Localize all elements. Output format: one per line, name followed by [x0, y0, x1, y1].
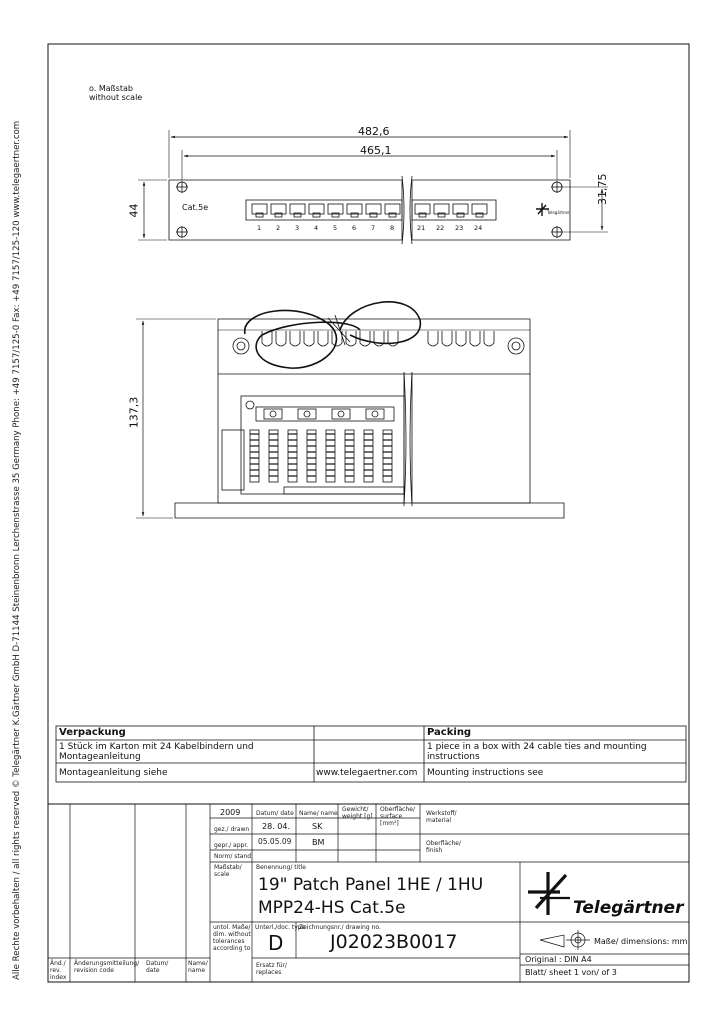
- tb-norm-label: Norm/ stand.: [214, 853, 253, 860]
- screw-box: [332, 409, 350, 419]
- tb-doc-type-label: Unterl./doc. type: [255, 924, 306, 931]
- rj45-port: [271, 204, 286, 214]
- packing-row2-de: Montageanleitung siehe: [59, 768, 168, 778]
- tb-sheet-label: Blatt/ sheet 1 von/ of 3: [525, 968, 617, 977]
- screw: [304, 411, 310, 417]
- tb-drawn-name: SK: [312, 822, 323, 831]
- tb-title-line2: MPP24-HS Cat.5e: [258, 898, 406, 918]
- rj45-port: [309, 204, 324, 214]
- screw: [270, 411, 276, 417]
- tb-appr-label: gepr./ appr.: [214, 842, 249, 849]
- tb-scale-label: Maßstab/ scale: [214, 864, 242, 878]
- rj45-port: [453, 204, 468, 214]
- packing-header-de: Verpackung: [59, 727, 126, 738]
- company-logo-text: Telegärtner: [573, 898, 684, 918]
- tb-date-label: Datum/ date: [256, 810, 294, 817]
- packing-row1-en: 1 piece in a box with 24 cable ties and mounting instructions: [427, 742, 647, 762]
- dim-inner-width: 465,1: [360, 144, 392, 157]
- packing-header-en: Packing: [427, 727, 472, 738]
- idc-block: [269, 430, 278, 482]
- tb-drawing-no: J02023B0017: [330, 931, 458, 953]
- tb-title-label: Benennung/ title: [256, 864, 306, 871]
- tb-rev-label: Änd./ rev. index: [50, 960, 67, 981]
- tb-original-label: Original : DIN A4: [525, 955, 592, 964]
- idc-block: [383, 430, 392, 482]
- rj45-port: [366, 204, 381, 214]
- tb-dimensions-label: Maße/ dimensions: mm: [594, 937, 688, 946]
- tb-finish-label: Oberfläche/ finish: [426, 840, 461, 854]
- tb-replaces-label: Ersatz für/ replaces: [256, 962, 287, 976]
- lacing-slot: [346, 331, 356, 346]
- tb-rev-code-label: Änderungsmitteilung/ revision code: [74, 960, 140, 974]
- tb-rev-date-label: Datum/ date: [146, 960, 169, 974]
- port-number: 6: [352, 224, 357, 232]
- screw: [372, 411, 378, 417]
- port-number: 24: [474, 224, 483, 232]
- tb-appr-date: 05.05.09: [258, 837, 292, 846]
- lacing-slot: [360, 331, 370, 346]
- tb-material-label: Werkstoff/ material: [426, 810, 457, 824]
- lacing-slot: [290, 331, 300, 346]
- lacing-slot: [304, 331, 314, 346]
- logo-small: Telegärtner: [547, 210, 570, 215]
- company-address-sidebar: Alle Rechte vorbehalten / all rights reserved © Telegärtner K.Gärtner GmbH D-71144 Steinenbronn Lerchenstrasse 35 Germany Phone: +49 7157/125-0 Fax: +49 7157/125-120 www.telegaertner.com: [12, 120, 22, 980]
- screw: [338, 411, 344, 417]
- port-number: 1: [257, 224, 262, 232]
- lacing-slot: [318, 331, 328, 346]
- category-label: Cat.5e: [182, 203, 209, 212]
- lacing-slot: [428, 331, 438, 346]
- tb-surface-label: Oberfläche/ surface [mm²]: [380, 806, 415, 827]
- screw-box: [298, 409, 316, 419]
- dim-hole-spacing: 31,75: [596, 173, 609, 205]
- idc-block: [307, 430, 316, 482]
- dim-overall-width: 482,6: [358, 125, 390, 138]
- tb-name-label: Name/ name: [299, 810, 338, 817]
- port-number: 5: [333, 224, 338, 232]
- idc-block: [250, 430, 259, 482]
- screw-box: [264, 409, 282, 419]
- tb-title-line1: 19" Patch Panel 1HE / 1HU: [258, 875, 484, 895]
- port-number: 2: [276, 224, 281, 232]
- dim-panel-height: 44: [127, 203, 141, 218]
- idc-block: [345, 430, 354, 482]
- tb-rev-name-label: Name/ name: [188, 960, 208, 974]
- tb-drawing-no-label: Zeichnungsnr./ drawing no.: [299, 924, 381, 931]
- top-view: [136, 302, 564, 518]
- idc-block: [326, 430, 335, 482]
- port-number: 7: [371, 224, 376, 232]
- tb-drawn-date: 28. 04.: [262, 822, 290, 831]
- scale-note-en: without scale: [89, 93, 143, 102]
- lacing-slot: [276, 331, 286, 346]
- packing-row2-en: Mounting instructions see: [427, 768, 544, 778]
- lacing-slot: [456, 331, 466, 346]
- rj45-port: [472, 204, 487, 214]
- rj45-port: [385, 204, 400, 214]
- port-number: 3: [295, 224, 300, 232]
- rj45-port: [328, 204, 343, 214]
- tb-drawn-label: gez./ drawn: [214, 826, 250, 833]
- port-number: 4: [314, 224, 319, 232]
- lacing-slot: [442, 331, 452, 346]
- port-number: 21: [417, 224, 426, 232]
- lacing-slot: [470, 331, 480, 346]
- rj45-port: [434, 204, 449, 214]
- rj45-port: [290, 204, 305, 214]
- screw-box: [366, 409, 384, 419]
- port-number: 22: [436, 224, 445, 232]
- packing-row2-web: www.telegaertner.com: [316, 768, 418, 778]
- rj45-port: [347, 204, 362, 214]
- rj45-port: [252, 204, 267, 214]
- port-number: 23: [455, 224, 464, 232]
- port-number: 8: [390, 224, 395, 232]
- lacing-slot: [484, 331, 494, 346]
- scale-note-de: o. Maßstab: [89, 84, 133, 93]
- tb-appr-name: BM: [312, 838, 325, 847]
- tb-doc-type: D: [268, 931, 284, 955]
- rj45-port: [415, 204, 430, 214]
- tb-weight-label: Gewicht/ weight [g]: [342, 806, 373, 820]
- packing-table: [56, 726, 686, 782]
- packing-row1-de: 1 Stück im Karton mit 24 Kabelbindern und Montageanleitung: [59, 742, 254, 762]
- idc-block: [364, 430, 373, 482]
- tb-year: 2009: [220, 808, 241, 817]
- tb-tolerance-label: untol. Maße/ dim. without tolerances according to: [213, 924, 251, 952]
- dim-depth: 137,3: [127, 396, 141, 429]
- idc-block: [288, 430, 297, 482]
